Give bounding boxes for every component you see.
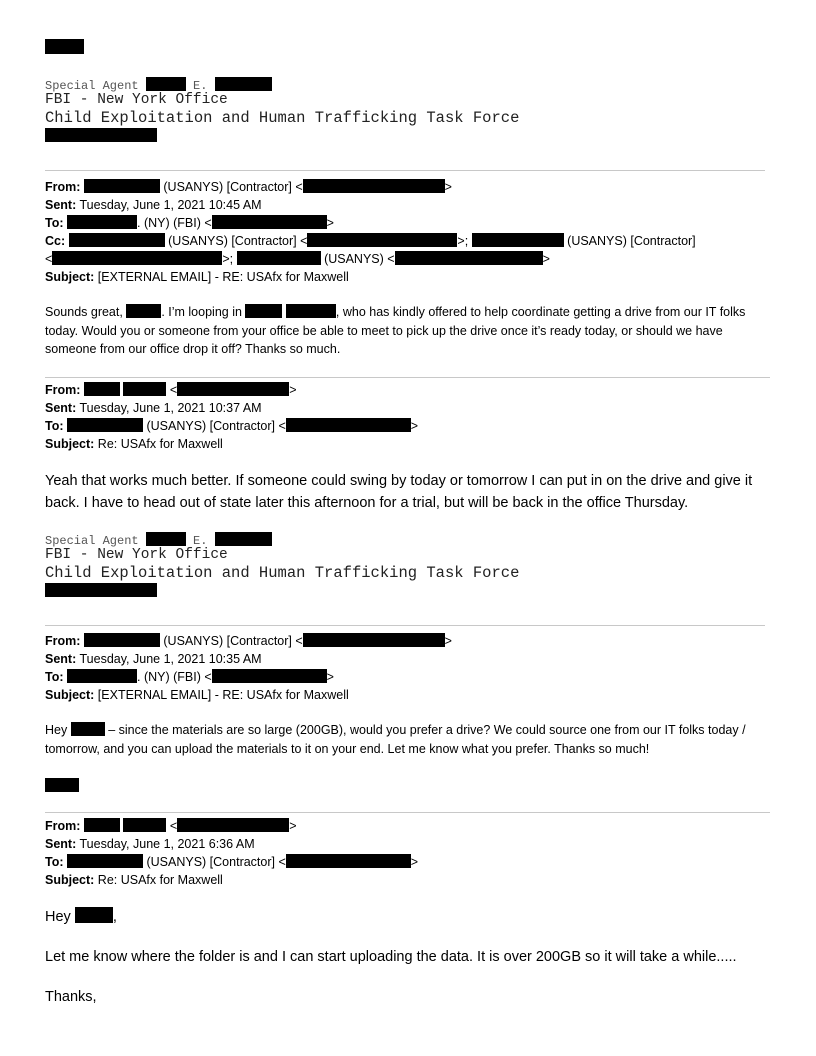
cc-line-continued (45, 250, 775, 268)
from-label: From: (45, 634, 81, 648)
redaction-block (45, 583, 157, 597)
redaction-block (146, 532, 186, 546)
redaction-block (177, 818, 289, 832)
divider (45, 170, 765, 171)
email-header (45, 178, 775, 286)
sent-value: Tuesday, June 1, 2021 10:35 AM (79, 652, 262, 666)
redaction-block (212, 669, 327, 683)
email-body (45, 303, 775, 359)
bracket: < (45, 252, 53, 266)
signature-name-line (45, 77, 272, 93)
from-value: (USANYS) [Contractor] < (163, 634, 303, 648)
redaction-block (84, 633, 160, 647)
sent-line (45, 650, 775, 668)
subject-line (45, 686, 775, 704)
redaction-block (237, 251, 321, 265)
subject-value: Re: USAfx for Maxwell (97, 437, 223, 451)
divider (45, 812, 770, 813)
from-label: From: (45, 383, 81, 397)
signature-task-force: Child Exploitation and Human Trafficking Task Force (45, 564, 520, 582)
bracket: > (326, 670, 334, 684)
cc-value: (USANYS) [Contractor] (567, 234, 696, 248)
body-text: Hey (45, 909, 71, 925)
bracket: > (444, 634, 452, 648)
from-line (45, 817, 775, 835)
sent-value: Tuesday, June 1, 2021 6:36 AM (79, 837, 255, 851)
body-text: Hey (45, 723, 68, 737)
redaction-block (286, 854, 411, 868)
redaction-block (307, 233, 457, 247)
subject-label: Subject: (45, 873, 95, 887)
bracket: > (410, 419, 419, 433)
subject-value: [EXTERNAL EMAIL] - RE: USAfx for Maxwell (97, 688, 349, 702)
sent-line (45, 835, 775, 853)
redaction-block (123, 818, 166, 832)
signature-office: FBI - New York Office (45, 547, 228, 563)
sent-label: Sent: (45, 652, 77, 666)
redaction-block (215, 532, 272, 546)
to-label: To: (45, 419, 64, 433)
body-text: , who has kindly offered to help coordinate getting a drive from our IT folks today. Would you or someone from your office be able to meet to pick up the drive once it’s ready today, or should we have someone from our office drop it off? Thanks so much. (45, 305, 746, 356)
from-value: (USANYS) [Contractor] < (163, 180, 303, 194)
redaction-block (84, 179, 160, 193)
bracket: < (169, 819, 178, 833)
signature-initial: E. (193, 79, 208, 93)
sent-line (45, 196, 775, 214)
cc-value: (USANYS) [Contractor] < (168, 234, 308, 248)
from-line (45, 178, 775, 196)
redaction-block (177, 382, 289, 396)
cc-value: (USANYS) < (324, 252, 395, 266)
redaction-block (45, 39, 84, 54)
sent-value: Tuesday, June 1, 2021 10:45 AM (79, 198, 262, 212)
redaction-block (71, 722, 105, 736)
signature-office: FBI - New York Office (45, 92, 228, 108)
subject-value: Re: USAfx for Maxwell (97, 873, 223, 887)
bracket: > (289, 383, 297, 397)
signature-initial: E. (193, 534, 208, 548)
subject-value: [EXTERNAL EMAIL] - RE: USAfx for Maxwell (97, 270, 349, 284)
divider (45, 377, 770, 378)
redaction-block (84, 382, 120, 396)
redaction-block (395, 251, 543, 265)
redaction-block (212, 215, 327, 229)
cc-line (45, 232, 775, 250)
cc-label: Cc: (45, 234, 66, 248)
from-line (45, 381, 775, 399)
body-text: – since the materials are so large (200GB), would you prefer a drive? We could source one from our IT folks today / tomorrow, and you can upload the materials to it on your end. Let me know what you prefer. Thanks so much! (45, 723, 746, 756)
email-body: Yeah that works much better. If someone could swing by today or tomorrow I can put in on the drive and give it back. I have to head out of state later this afternoon for a trial, but will be back in the office Thursday. (45, 473, 753, 511)
to-label: To: (45, 855, 64, 869)
to-line (45, 853, 775, 871)
email-body (45, 721, 775, 758)
redaction-block (67, 669, 137, 683)
sent-label: Sent: (45, 401, 77, 415)
subject-line (45, 871, 775, 889)
bracket: > (289, 819, 297, 833)
redaction-block (67, 418, 143, 432)
email-header (45, 381, 775, 453)
redaction-block (45, 128, 157, 142)
redaction-block (126, 304, 161, 318)
redaction-block (286, 304, 336, 318)
bracket: > (444, 180, 452, 194)
redaction-block (472, 233, 564, 247)
redaction-block (146, 77, 186, 91)
subject-line (45, 268, 775, 286)
sent-value: Tuesday, June 1, 2021 10:37 AM (79, 401, 262, 415)
subject-label: Subject: (45, 437, 95, 451)
to-value: . (NY) (FBI) < (137, 670, 212, 684)
to-label: To: (45, 216, 64, 230)
to-value: . (NY) (FBI) < (137, 216, 212, 230)
redaction-block (123, 382, 166, 396)
body-text: Sounds great, (45, 305, 123, 319)
redaction-block (303, 633, 445, 647)
redaction-block (67, 215, 137, 229)
sent-label: Sent: (45, 198, 77, 212)
redaction-block (303, 179, 445, 193)
email-closing: Thanks, (45, 989, 97, 1005)
bracket: < (169, 383, 178, 397)
sent-line (45, 399, 775, 417)
to-line (45, 214, 775, 232)
signature-name-line (45, 532, 272, 548)
email-greeting (45, 906, 775, 928)
to-value: (USANYS) [Contractor] < (146, 419, 286, 433)
cc-separator: >; (457, 234, 469, 248)
from-label: From: (45, 819, 81, 833)
signature-title: Special Agent (45, 79, 139, 93)
subject-line (45, 435, 775, 453)
to-line (45, 417, 775, 435)
sent-label: Sent: (45, 837, 77, 851)
redaction-block (67, 854, 143, 868)
subject-label: Subject: (45, 270, 95, 284)
divider (45, 625, 765, 626)
email-header (45, 632, 775, 704)
redaction-block (52, 251, 222, 265)
redaction-block (45, 778, 79, 792)
redaction-block (69, 233, 165, 247)
redaction-block (84, 818, 120, 832)
redaction-block (286, 418, 411, 432)
redaction-block (245, 304, 282, 318)
from-label: From: (45, 180, 81, 194)
bracket: > (542, 252, 550, 266)
to-label: To: (45, 670, 64, 684)
redaction-block (75, 907, 113, 923)
email-header (45, 817, 775, 889)
body-text: , (112, 909, 117, 925)
redaction-block (215, 77, 272, 91)
from-line (45, 632, 775, 650)
body-text: . I’m looping in (161, 305, 242, 319)
signature-task-force: Child Exploitation and Human Trafficking Task Force (45, 109, 520, 127)
signature-title: Special Agent (45, 534, 139, 548)
to-value: (USANYS) [Contractor] < (146, 855, 286, 869)
email-body: Let me know where the folder is and I can start uploading the data. It is over 200GB so it will take a while..... (45, 949, 737, 965)
bracket: > (410, 855, 419, 869)
to-line (45, 668, 775, 686)
subject-label: Subject: (45, 688, 95, 702)
cc-separator: >; (222, 252, 234, 266)
bracket: > (326, 216, 334, 230)
